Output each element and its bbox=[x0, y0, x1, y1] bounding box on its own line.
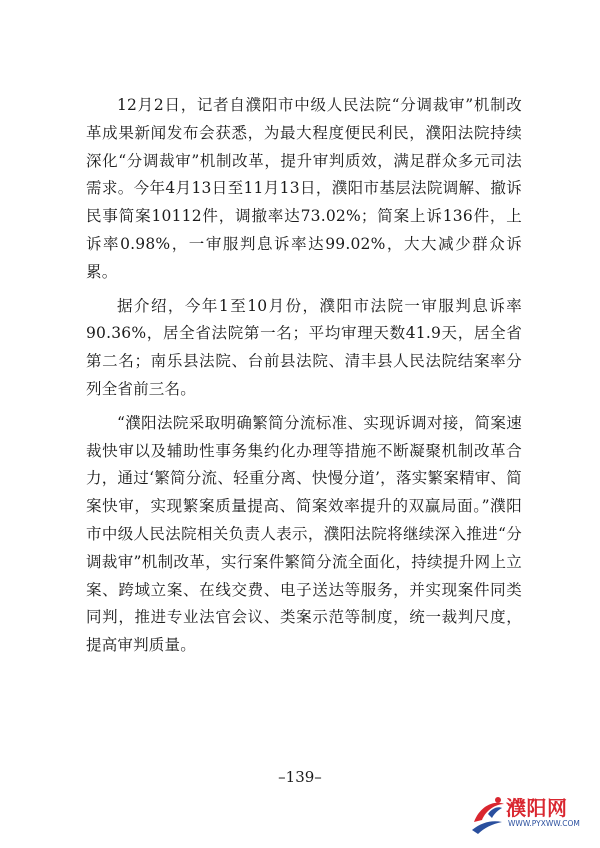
paragraph-1: 12月2日，记者自濮阳市中级人民法院“分调裁审”机制改革成果新闻发布会获悉，为最大程度便民利民，濮阳法院持续深化“分调裁审”机制改革，提升审判质效，满足群众多元司法需求。今年4月13日至11月13日，濮阳市基层法院调解、撤诉民事简案10112件，调撤率达73.02%；简案上诉136件，上诉率0.98%，一审服判息诉率达99.02%，大大减少群众诉累。 bbox=[86, 96, 522, 281]
pyxww-logo-icon bbox=[468, 792, 508, 836]
site-watermark bbox=[468, 792, 586, 840]
paragraph-2: 据介绍，今年1至10月份，濮阳市法院一审服判息诉率90.36%，居全省法院第一名；平均审理天数41.9天，居全省第二名；南乐县法院、台前县法院、清丰县人民法院结案率分列全省前三名。 bbox=[86, 296, 522, 398]
watermark-url: WWW.PYXWW.COM bbox=[508, 819, 580, 828]
paragraph-3: “濮阳法院采取明确繁简分流标准、实现诉调对接，简案速裁快审以及辅助性事务集约化办理等措施不断凝聚机制改革合力，通过‘繁简分流、轻重分离、快慢分道’，落实繁案精审、简案快审，实现繁案质量提高、简案效率提升的双赢局面。”濮阳市中级人民法院相关负责人表示，濮阳法院将继续深入推进“分调裁审”机制改革，实行案件繁简分流全面化，持续提升网上立案、跨域立案、在线交费、电子送达等服务，并实现案件同类同判，推进专业法官会议、类案示范等制度，统一裁判尺度，提高审判质量。 bbox=[86, 413, 522, 655]
page-number: –139– bbox=[278, 768, 322, 786]
article-body bbox=[86, 92, 522, 666]
watermark-site-name: 濮阳网 bbox=[506, 796, 568, 820]
